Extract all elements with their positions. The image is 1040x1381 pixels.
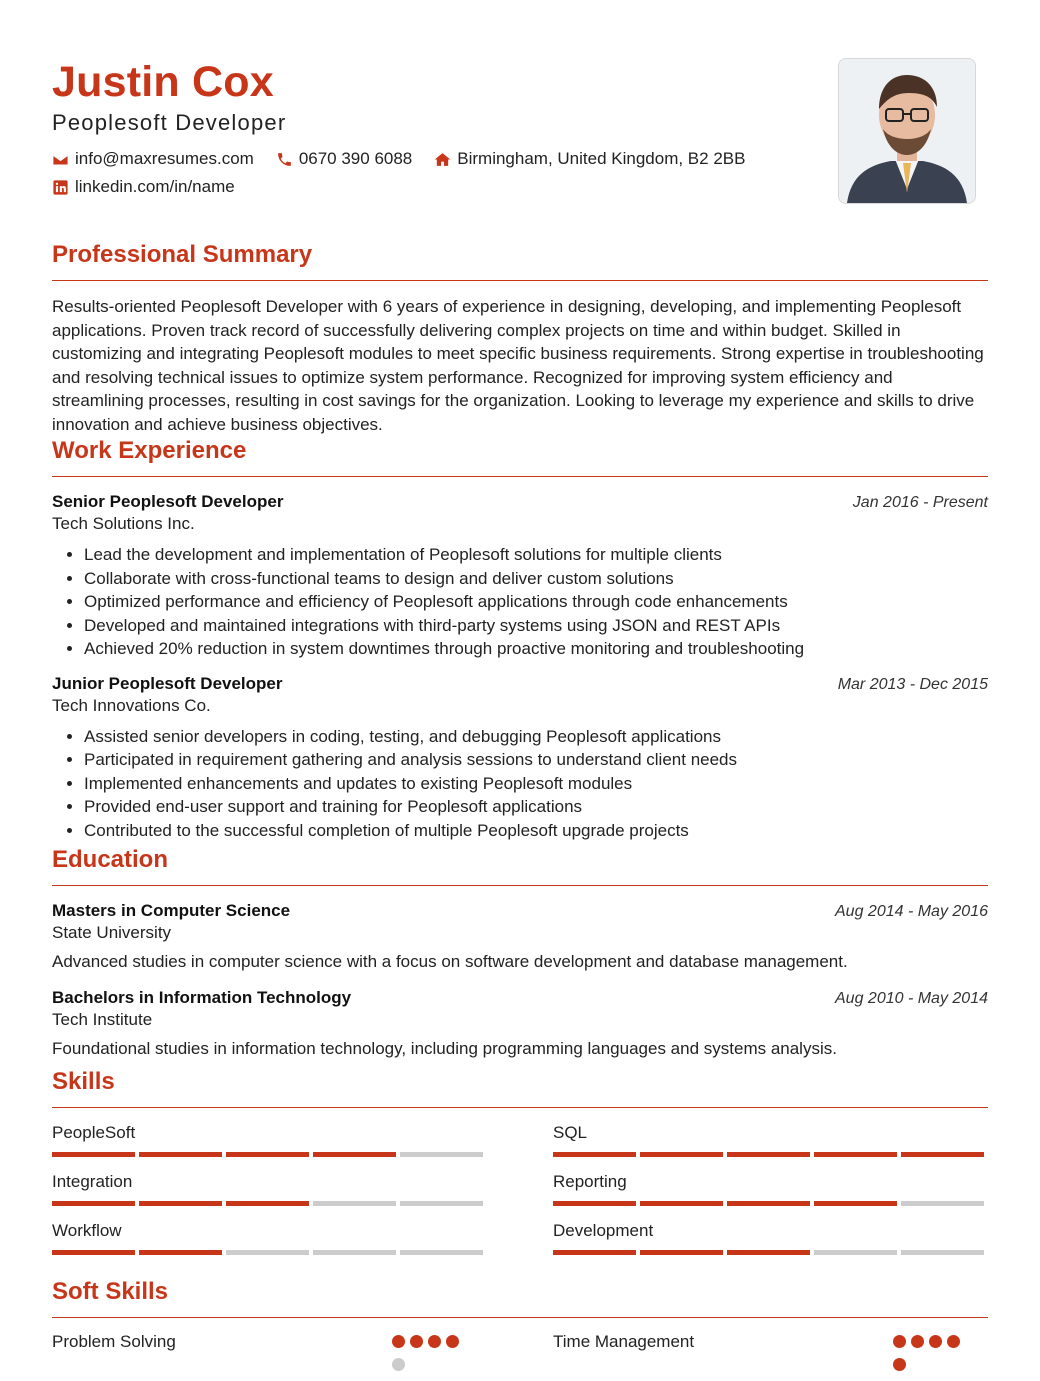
rating-dot — [911, 1335, 924, 1348]
contact-email[interactable] — [52, 149, 254, 169]
skill-level-segment — [814, 1250, 897, 1255]
section-divider — [52, 885, 988, 886]
school-name: State University — [52, 923, 172, 942]
education-description: Advanced studies in computer science with a focus on software development and database management. — [52, 952, 848, 971]
section-heading: Professional Summary — [52, 241, 313, 268]
skill-label: SQL — [553, 1123, 588, 1142]
section-heading: Skills — [52, 1068, 115, 1095]
skill-level-segment — [553, 1201, 636, 1206]
phone-text: 0670 390 6088 — [298, 149, 413, 168]
section-summary — [52, 240, 988, 436]
skill-level-segment — [313, 1201, 396, 1206]
job-entry — [52, 674, 988, 843]
contact-location — [434, 149, 745, 169]
section-divider — [52, 476, 988, 477]
section-divider — [52, 1107, 988, 1108]
skill-level-segment — [901, 1201, 984, 1206]
skill-level-segment — [640, 1201, 723, 1206]
job-company: Tech Solutions Inc. — [52, 514, 195, 533]
skill-level-segment — [814, 1201, 897, 1206]
soft-skill-item — [52, 1332, 472, 1381]
section-heading: Work Experience — [52, 437, 247, 464]
degree-title: Bachelors in Information Technology — [52, 988, 352, 1007]
section-divider — [52, 280, 988, 281]
job-entry — [52, 492, 988, 661]
rating-dot — [392, 1358, 405, 1371]
contact-row — [52, 149, 767, 169]
resume-header — [52, 0, 988, 215]
soft-skill-label: Time Management — [553, 1332, 695, 1351]
skill-item — [553, 1123, 988, 1157]
soft-skill-rating — [893, 1335, 973, 1381]
candidate-name: Justin Cox — [52, 58, 274, 106]
section-heading: Soft Skills — [52, 1278, 169, 1305]
job-title: Junior Peoplesoft Developer — [52, 673, 283, 693]
section-divider — [52, 1317, 988, 1318]
rating-dot — [428, 1335, 441, 1348]
skill-level-segment — [226, 1201, 309, 1206]
bullet-item: • Participated in requirement gathering and analysis sessions to understand client needs — [84, 748, 988, 772]
education-description: Foundational studies in information technology, including programming languages and systems analysis. — [52, 1039, 837, 1058]
education-entry — [52, 988, 988, 1059]
section-experience — [52, 436, 988, 842]
job-company: Tech Innovations Co. — [52, 695, 211, 715]
bullet-item: • Optimized performance and efficiency of Peoplesoft applications through code enhancements — [84, 590, 988, 614]
profile-photo — [838, 58, 976, 204]
section-soft-skills — [52, 1277, 988, 1351]
profile-portrait — [839, 59, 975, 203]
skill-level-segment — [553, 1250, 636, 1255]
skill-level-bar — [52, 1152, 487, 1157]
skill-level-segment — [640, 1152, 723, 1157]
skill-level-segment — [52, 1250, 135, 1255]
resume-page — [52, 0, 988, 1351]
soft-skill-rating — [392, 1335, 472, 1381]
skill-level-segment — [52, 1152, 135, 1157]
skill-level-segment — [139, 1152, 222, 1157]
section-skills — [52, 1067, 988, 1240]
skill-level-segment — [400, 1201, 483, 1206]
skill-level-segment — [727, 1201, 810, 1206]
location-text: Birmingham, United Kingdom, B2 2BB — [457, 149, 746, 168]
skill-level-segment — [901, 1152, 984, 1157]
skill-level-segment — [139, 1250, 222, 1255]
skill-level-segment — [727, 1152, 810, 1157]
skill-level-segment — [313, 1152, 396, 1157]
skill-level-bar — [52, 1250, 487, 1255]
skill-level-segment — [313, 1250, 396, 1255]
job-dates: Mar 2013 - Dec 2015 — [837, 675, 988, 693]
skill-level-segment — [640, 1250, 723, 1255]
bullet-item: • Collaborate with cross-functional teams to design and deliver custom solutions — [84, 567, 988, 591]
bullet-item: • Contributed to the successful completion of multiple Peoplesoft upgrade projects — [84, 819, 988, 843]
rating-dot — [410, 1335, 423, 1348]
skill-level-segment — [226, 1250, 309, 1255]
bullet-item: • Achieved 20% reduction in system downtimes through proactive monitoring and troubleshooting — [84, 637, 988, 661]
envelope-icon — [52, 151, 69, 168]
phone-icon — [276, 151, 293, 168]
skill-level-segment — [814, 1152, 897, 1157]
education-entry — [52, 901, 988, 972]
skill-label: Development — [553, 1221, 654, 1240]
bullet-item: • Assisted senior developers in coding, testing, and debugging Peoplesoft applications — [84, 725, 988, 749]
candidate-title: Peoplesoft Developer — [52, 110, 287, 135]
skill-label: Workflow — [52, 1221, 122, 1240]
job-title: Senior Peoplesoft Developer — [52, 492, 284, 511]
rating-dot — [929, 1335, 942, 1348]
skill-label: Integration — [52, 1172, 133, 1191]
rating-dot — [392, 1335, 405, 1348]
skill-level-segment — [52, 1201, 135, 1206]
skill-level-bar — [52, 1201, 487, 1206]
rating-dot — [947, 1335, 960, 1348]
skill-label: Reporting — [553, 1172, 627, 1191]
email-text: info@maxresumes.com — [75, 149, 254, 168]
bullet-item: • Implemented enhancements and updates to existing Peoplesoft modules — [84, 772, 988, 796]
skill-item — [52, 1172, 487, 1206]
skill-level-segment — [400, 1250, 483, 1255]
rating-dot — [893, 1335, 906, 1348]
home-icon — [434, 151, 451, 168]
education-dates: Aug 2014 - May 2016 — [835, 903, 988, 920]
skill-level-segment — [226, 1152, 309, 1157]
skill-level-segment — [727, 1250, 810, 1255]
skill-level-bar — [553, 1250, 988, 1255]
contact-row-2 — [52, 177, 257, 197]
skill-level-bar — [553, 1201, 988, 1206]
summary-text: Results-oriented Peoplesoft Developer with 6 years of experience in designing, developing, and implementing Peoplesoft applications. Proven track record of successfully delivering complex projects on time and within budget. Skilled in customizing and integrating Peoplesoft modules to meet specific business requirements. Strong expertise in troubleshooting and resolving technical issues to optimize system performance. Recognized for improving system efficiency and streamlining processes, resulting in cost savings for the organization. Looking to leverage my experience and skills to drive innovation and achieve business objectives. — [52, 297, 984, 434]
contact-phone[interactable] — [276, 149, 412, 169]
rating-dot — [446, 1335, 459, 1348]
education-dates: Aug 2010 - May 2014 — [835, 990, 988, 1007]
degree-title: Masters in Computer Science — [52, 901, 291, 920]
skill-level-segment — [400, 1152, 483, 1157]
job-dates: Jan 2016 - Present — [852, 494, 988, 511]
job-bullets — [52, 543, 988, 661]
job-bullets — [52, 725, 988, 843]
skill-level-segment — [139, 1201, 222, 1206]
rating-dot — [893, 1358, 906, 1371]
linkedin-icon — [52, 179, 69, 196]
skill-item — [553, 1172, 988, 1206]
skill-level-bar — [553, 1152, 988, 1157]
bullet-item: • Lead the development and implementation of Peoplesoft solutions for multiple clients — [84, 543, 988, 567]
bullet-item: • Developed and maintained integrations with third-party systems using JSON and REST APIs — [84, 614, 988, 638]
soft-skill-label: Problem Solving — [52, 1332, 176, 1351]
section-heading: Education — [52, 846, 169, 873]
contact-linkedin[interactable] — [52, 177, 235, 197]
skill-label: PeopleSoft — [52, 1123, 136, 1142]
soft-skill-item — [553, 1332, 973, 1381]
skill-item — [52, 1221, 487, 1255]
skill-item — [553, 1221, 988, 1255]
bullet-item: • Provided end-user support and training for Peoplesoft applications — [84, 795, 988, 819]
linkedin-text: linkedin.com/in/name — [75, 177, 235, 196]
skill-level-segment — [553, 1152, 636, 1157]
school-name: Tech Institute — [52, 1010, 153, 1029]
section-education — [52, 845, 988, 1059]
skill-item — [52, 1123, 487, 1157]
skill-level-segment — [901, 1250, 984, 1255]
